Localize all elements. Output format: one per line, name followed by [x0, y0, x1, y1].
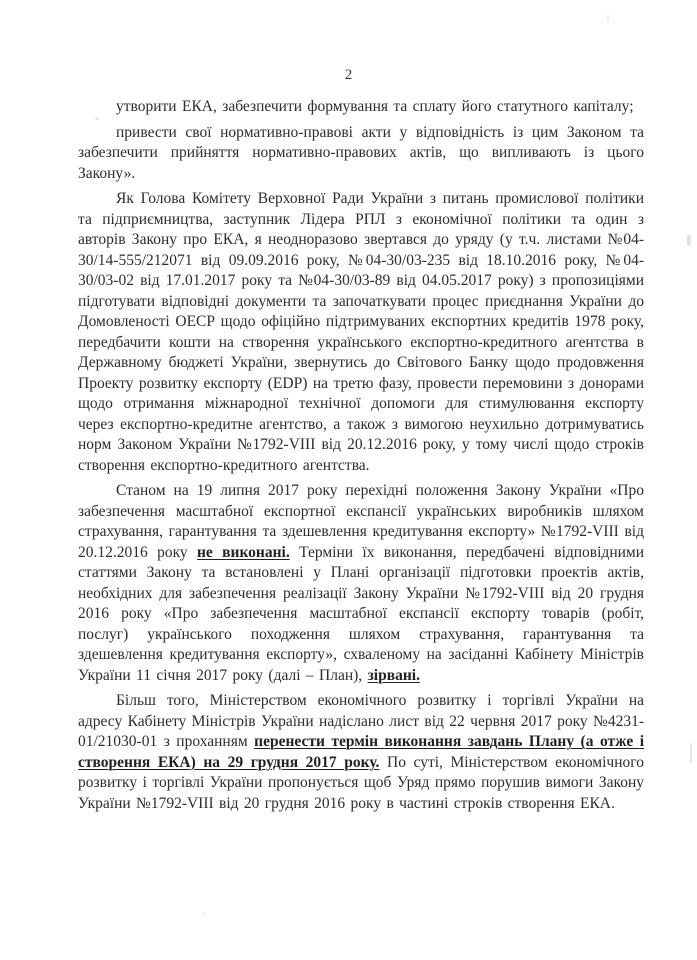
- paragraph-3: [78, 189, 644, 476]
- paragraph-2: [78, 123, 644, 185]
- text-run: Більш того, Міністерством економічного розвитку і торгівлі України на адресу Кабінету Міністрів України надіслано лист від 22 червня 2017 року №4231-01/21030-01 з проханням: [78, 692, 644, 750]
- scan-speck: [95, 117, 99, 120]
- text-run: Як Голова Комітету Верховної Ради України з питань промислової політики та підприємництва, заступник Лідера РПЛ з економічної політики та один з авторів Закону про ЕКА, я неодноразово звертався до уряду (у т.ч. листами №04-30/14-555/212071 від 09.09.2016 року, №04-30/03-235 від 18.10.2016 року, №04-30/03-02 від 17.01.2017 року та №04-30/03-89 від 04.05.2017 року) з пропозиціями підготувати відповідні документи та започаткувати процес приєднання України до Домовленості ОЕСР щодо офіційно підтримуваних експортних кредитів 1978 року, передбачити кошти на створення українського експортно-кредитного агентства в Державному бюджеті України, звернутись до Світового Банку щодо продовження Проекту розвитку експорту (EDP) на третю фазу, провести перемовини з донорами щодо отримання міжнародної технічної допомоги для стимулювання експорту через експортно-кредитне агентство, а також з вимогою неухильно дотримуватись норм Законом України №1792-VIII від 20.12.2016 року, у тому числі щодо строків створення експортно-кредитного агентства.: [78, 190, 644, 474]
- paragraph-1: [78, 97, 644, 118]
- text-run: привести свої нормативно-правові акти у відповідність із цим Законом та забезпечити прийняття нормативно-правових актів, що випливають із цього Закону».: [78, 123, 644, 182]
- page-number: 2: [344, 67, 353, 83]
- scan-speck: [690, 743, 692, 763]
- paragraph-5: [78, 691, 644, 814]
- paragraph-4: [78, 481, 644, 686]
- scan-speck: [607, 15, 609, 22]
- emphasized-text-run: перенести термін виконання завдань Плану (а отже і створення ЕКА) на 29 грудня 2017 року.: [78, 733, 644, 771]
- emphasized-text-run: не виконані.: [197, 543, 290, 561]
- document-body: [78, 97, 644, 814]
- scan-speck: [687, 235, 691, 246]
- text-run: Терміни їх виконання, передбачені відповідними статтями Закону та встановлені у Плані організації підготовки проектів актів, необхідних для забезпечення реалізації Закону України №1792-VIII від 20 грудня 2016 року «Про забезпечення масштабної експансії експорту товарів (робіт, послуг) українського походження шляхом страхування, гарантування та здешевлення кредитування експорту», схваленому на засіданні Кабінету Міністрів України 11 січня 2017 року (далі – План),: [78, 543, 645, 684]
- emphasized-text-run: зірвані.: [367, 666, 420, 684]
- text-run: По суті, Міністерством економічного розвитку і торгівлі України пропонується щоб Уряд прямо порушив вимоги Закону України №1792-VIII від 20 грудня 2016 року в частині строків створення ЕКА.: [78, 753, 644, 812]
- text-run: Станом на 19 липня 2017 року перехідні положення Закону України «Про забезпечення масштабної експортної експансії українських виробників шляхом страхування, гарантування та здешевлення кредитування експорту» №1792-VIII від 20.12.2016 року: [78, 482, 644, 561]
- scan-speck: [202, 912, 205, 915]
- text-run: утворити ЕКА, забезпечити формування та сплату його статутного капіталу;: [116, 98, 634, 115]
- scan-speck: [418, 364, 423, 366]
